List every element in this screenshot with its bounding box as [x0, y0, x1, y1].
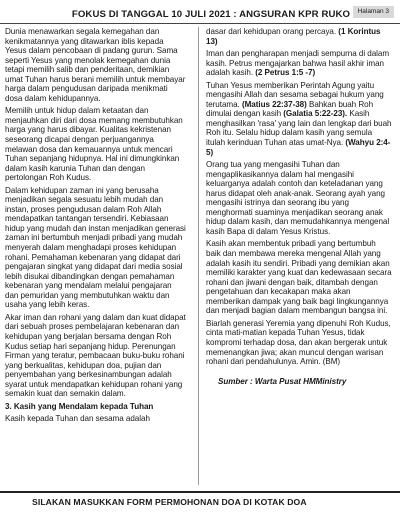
page-number-badge: Halaman 3 [353, 6, 394, 18]
paragraph: Dunia menawarkan segala kemegahan dan kenikmatannya yang ditawarkan iblis kepada Yesus dalam pencobaan di padang gurun. Sama seperti Yesus yang menolak kemegahan dunia tetapi memilih salib dan penderitaan, demikian umat Tuhan harus berani memilih untuk membayar harga dalam pengudusan daripada menikmati dosa dalam kehidupannya. [5, 27, 186, 103]
paragraph: Orang tua yang mengasihi Tuhan dan mengaplikasikannya dalam hal mengasihi keluarganya adalah contoh dan keteladanan yang harus didapat oleh anak-anak. Seorang ayah yang mengasihi istrinya dan seorang ibu yang menghormati suaminya menjadikan seorang anak hidup dalam kasih, dan memudahkannya mengenal kasih Bapa di dalam Yesus Kristus. [206, 160, 390, 236]
paragraph: Kasih kepada Tuhan dan sesama adalah [5, 414, 150, 424]
right-column [206, 27, 392, 485]
section-heading: 3. Kasih yang Mendalam kepada Tuhan [5, 401, 154, 411]
paragraph-text: Tuhan Yesus memberikan Perintah Agung yaitu mengasihi Allah dan sesama sebagai hukum yang terutama. [206, 80, 384, 109]
paragraph: Biarlah generasi Yeremia yang dipenuhi Roh Kudus, cinta mati-matian kepada Tuhan Yesus, tidak kompromi terhadap dosa, dan akan bergerak untuk memenangkan jiwa; akan muncul dengan warisan rohani dari pendahulunya. Amin. (BM) [206, 318, 391, 367]
scripture-reference: (Wahyu 2:4-5) [206, 138, 391, 157]
paragraph: Dalam kehidupan zaman ini yang berusaha menjadikan segala sesuatu lebih mudah dan instan, proses pengudusan dalam Roh Allah mendapatkan tantangan tersendiri. Kebiasaan hidup yang mudah dan instan menjadikan generasi zaman ini bertumbuh menjadi pribadi yang mudah menyerah dalam menghadapi proses kehidupan rohani. Pemahaman kebenaran yang didapat dari pengajaran singkat yang didapat dari media sosial lebih disukai dibandingkan dengan pemahaman kebenaran yang mendalam melalui pengajaran dan pemuridan yang membutuhkan waktu dan usaha yang lebih keras. [5, 185, 186, 310]
header-title: FOKUS DI TANGGAL 10 JULI 2021 : ANGSURAN KPR RUKO [71, 8, 351, 20]
page-footer: SILAKAN MASUKKAN FORM PERMOHONAN DOA DI KOTAK DOA [0, 491, 400, 513]
page-header [0, 0, 400, 22]
scripture-reference: (Matius 22:37-38) [241, 99, 307, 109]
paragraph [206, 81, 392, 157]
paragraph: Memilih untuk hidup dalam ketaatan dan menjauhkan diri dari dosa memang membutuhkan harga yang harus dibayar. Kualitas kekristenan seseorang dicapai dengan perjuangannya melawan dosa dan kemauannya untuk mencari Tuhan sepanjang hidupnya. Hal ini dimungkinkan dalam kasih karunia Tuhan dan dengan pertolongan Roh Kudus. [5, 106, 183, 183]
paragraph-text: dasar dari kehidupan orang percaya. [206, 27, 339, 36]
column-divider [198, 27, 199, 485]
scripture-reference: (Galatia 5:22-23). [283, 109, 348, 119]
paragraph [206, 27, 392, 46]
left-column [5, 27, 187, 485]
scripture-reference: (1 Korintus 13) [206, 27, 381, 46]
scripture-reference: (2 Petrus 1:5 -7) [255, 68, 316, 78]
paragraph: Kasih akan membentuk pribadi yang bertumbuh baik dan membawa mereka mengenal Allah yang adalah kasih itu sendiri. Pribadi yang demikian akan memiliki karakter yang kuat dan kedewasaan secara rohani dan jiwani dengan baik, ditambah dengan pengetahuan dan kecakapan maka akan memberikan dampak yang baik bagi lingkungannya dan menjadi bagian dalam membangun bangsa ini. [206, 239, 392, 316]
paragraph [206, 49, 392, 78]
source-credit: Sumber : Warta Pusat HMMinistry [218, 376, 347, 386]
header-divider [0, 23, 400, 24]
paragraph-text: Iman dan pengharapan menjadi sempurna di dalam kasih. Petrus mengajarkan bahwa hasil akhir iman adalah kasih. [206, 49, 390, 78]
paragraph-text: Kasih menghasilkan 'rasa' yang lain dan lengkap dari buah Roh itu. Selalu hidup dalam kasih yang semula itulah kerinduan Tuhan atas umat-Nya. [206, 109, 392, 148]
paragraph: Akar iman dan rohani yang dalam dan kuat didapat dari sebuah proses pembelajaran kebenaran dan kehidupan yang berjalan bersama dengan Roh Kudus setiap hari sepanjang hidup. Perenungan Firman yang teratur, pembacaan buku-buku rohani yang berkualitas, kehidupan doa, pujian dan penyembahan yang berkesinambungan adalah syarat untuk mendapatkan kehidupan rohani yang semakin kuat dan semakin dalam. [5, 312, 186, 399]
paragraph-text: Bahkan buah Roh dimulai dengan kasih [206, 99, 374, 119]
